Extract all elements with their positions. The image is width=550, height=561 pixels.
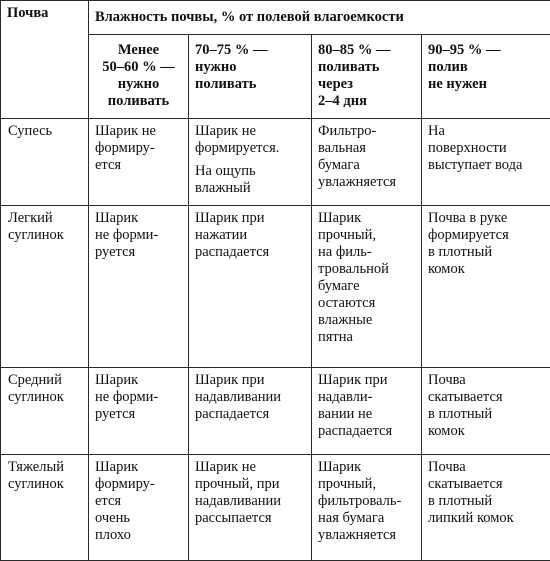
soil-type-cell — [1, 205, 89, 368]
observation-paragraph — [318, 459, 415, 544]
header-range-line: поливать — [318, 59, 380, 75]
header-range-line: полив — [428, 59, 468, 75]
observation-paragraph — [195, 163, 305, 197]
observation-line: влажные — [318, 311, 373, 328]
observation-line: формируется — [428, 226, 509, 243]
observation-line: Шарик — [95, 372, 139, 389]
observation-paragraph — [428, 123, 544, 174]
observation-cell — [312, 119, 422, 206]
header-range-line: через — [318, 76, 353, 92]
observation-cell — [189, 454, 312, 560]
observation-line: ная бумага — [318, 509, 385, 526]
observation-cell — [312, 368, 422, 455]
observation-line: Почва — [428, 372, 466, 389]
header-range-line: Менее — [117, 42, 160, 58]
observation-line: вании не — [318, 406, 373, 423]
observation-line: не форми- — [95, 389, 159, 406]
observation-line: плохо — [95, 526, 131, 543]
observation-line: формиру- — [95, 140, 155, 156]
observation-paragraph — [318, 372, 415, 440]
observation-line: нажатии — [195, 226, 248, 243]
observation-cell — [312, 205, 422, 368]
observation-line: увлажняется — [318, 174, 397, 190]
header-range-line: нужно — [195, 59, 237, 75]
observation-line: Шарик — [95, 209, 139, 226]
observation-line: пятна — [318, 328, 353, 345]
observation-line: липкий комок — [428, 509, 514, 526]
observation-line: бумаге — [318, 277, 360, 294]
observation-paragraph — [95, 210, 182, 261]
observation-line: прочный, — [318, 226, 377, 243]
header-humidity-label: Влажность почвы, % от полевой влагоемкости — [95, 9, 404, 25]
observation-cell — [422, 368, 550, 455]
soil-type-line: Легкий — [8, 209, 53, 226]
observation-line: Почва в руке — [428, 209, 508, 226]
observation-line: рассыпается — [195, 509, 272, 526]
observation-line: Фильтро- — [318, 123, 377, 139]
observation-paragraph — [428, 459, 544, 527]
observation-line: вальная — [318, 140, 366, 156]
observation-line: в плотный — [428, 492, 493, 509]
observation-cell — [89, 368, 189, 455]
header-range-2 — [189, 35, 312, 119]
observation-cell — [422, 119, 550, 206]
soil-type-line: Тяжелый — [8, 458, 64, 475]
observation-cell — [89, 454, 189, 560]
header-range-3 — [312, 35, 422, 119]
observation-line: распадается — [195, 243, 270, 260]
observation-line: прочный, — [318, 475, 377, 492]
header-soil — [1, 1, 89, 119]
header-range-line: поливать — [107, 93, 170, 109]
observation-line: распадается — [318, 423, 393, 440]
observation-line: На ощупь — [195, 163, 256, 179]
observation-cell — [89, 205, 189, 368]
table-row — [1, 368, 550, 455]
observation-line: не форми- — [95, 226, 159, 243]
observation-cell — [312, 454, 422, 560]
observation-cell — [189, 119, 312, 206]
observation-line: надавливании — [195, 389, 282, 406]
header-range-line: 50–60 % — — [102, 59, 175, 75]
header-range-line: 80–85 % — — [318, 42, 391, 58]
observation-line: остаются — [318, 294, 376, 311]
observation-line: Шарик не — [195, 123, 256, 139]
observation-line: увлажняется — [318, 526, 397, 543]
observation-line: Почва — [428, 458, 466, 475]
observation-line: фильтроваль- — [318, 492, 402, 509]
soil-type-line: суглинок — [8, 475, 64, 492]
observation-line: комок — [428, 423, 465, 440]
observation-line: руется — [95, 406, 136, 423]
observation-line: формиру- — [95, 475, 155, 492]
observation-line: бумага — [318, 157, 360, 173]
observation-cell — [89, 119, 189, 206]
soil-type-cell — [1, 368, 89, 455]
observation-cell — [422, 454, 550, 560]
soil-type-cell — [1, 119, 89, 206]
observation-line: Шарик при — [318, 372, 388, 389]
observation-line: тровальной — [318, 260, 389, 277]
observation-line: Шарик — [95, 458, 139, 475]
header-humidity — [89, 1, 550, 35]
observation-cell — [422, 205, 550, 368]
observation-line: ется — [95, 157, 122, 173]
table-row — [1, 454, 550, 560]
observation-paragraph — [95, 123, 182, 174]
observation-paragraph — [428, 210, 544, 278]
observation-cell — [189, 368, 312, 455]
observation-line: Шарик при — [195, 372, 265, 389]
header-range-line: нужно — [117, 76, 160, 92]
soil-type-line: суглинок — [8, 389, 64, 406]
observation-line: надавливании — [195, 492, 282, 509]
observation-line: Шарик не — [195, 458, 256, 475]
observation-line: распадается — [195, 406, 270, 423]
observation-line: очень — [95, 509, 130, 526]
observation-line: прочный, при — [195, 475, 280, 492]
observation-paragraph — [318, 123, 415, 191]
observation-line: на филь- — [318, 243, 372, 260]
header-range-line: 90–95 % — — [428, 42, 501, 58]
header-range-line: поливать — [195, 76, 257, 92]
observation-line: влажный — [195, 180, 251, 196]
table-row — [1, 205, 550, 368]
soil-type-line: суглинок — [8, 226, 64, 243]
observation-paragraph — [95, 459, 182, 544]
observation-paragraph — [95, 372, 182, 423]
observation-line: скатывается — [428, 389, 503, 406]
observation-cell — [189, 205, 312, 368]
header-range-line: 2–4 дня — [318, 93, 367, 109]
observation-paragraph — [195, 210, 305, 261]
soil-type-cell — [1, 454, 89, 560]
table-row — [1, 119, 550, 206]
observation-line: в плотный — [428, 406, 493, 423]
observation-line: выступает вода — [428, 157, 523, 173]
observation-line: руется — [95, 243, 136, 260]
observation-paragraph — [195, 372, 305, 423]
header-range-4 — [422, 35, 550, 119]
observation-line: комок — [428, 260, 465, 277]
observation-line: надавли- — [318, 389, 373, 406]
observation-line: поверхности — [428, 140, 507, 156]
header-range-line: 70–75 % — — [195, 42, 268, 58]
observation-paragraph — [318, 210, 415, 346]
observation-line: Шарик при — [195, 209, 265, 226]
header-range-1 — [89, 35, 189, 119]
header-range-line: не нужен — [428, 76, 487, 92]
observation-paragraph — [195, 123, 305, 157]
header-soil-label: Почва — [7, 5, 49, 21]
soil-type-line: Средний — [8, 372, 62, 389]
observation-paragraph — [195, 459, 305, 527]
observation-paragraph — [428, 372, 544, 440]
observation-line: в плотный — [428, 243, 493, 260]
observation-line: Шарик — [318, 209, 362, 226]
observation-line: ется — [95, 492, 122, 509]
observation-line: На — [428, 123, 445, 139]
observation-line: формируется. — [195, 140, 280, 156]
soil-type-line: Супесь — [8, 123, 53, 139]
observation-line: скатывается — [428, 475, 503, 492]
observation-line: Шарик — [318, 458, 362, 475]
observation-line: Шарик не — [95, 123, 156, 139]
